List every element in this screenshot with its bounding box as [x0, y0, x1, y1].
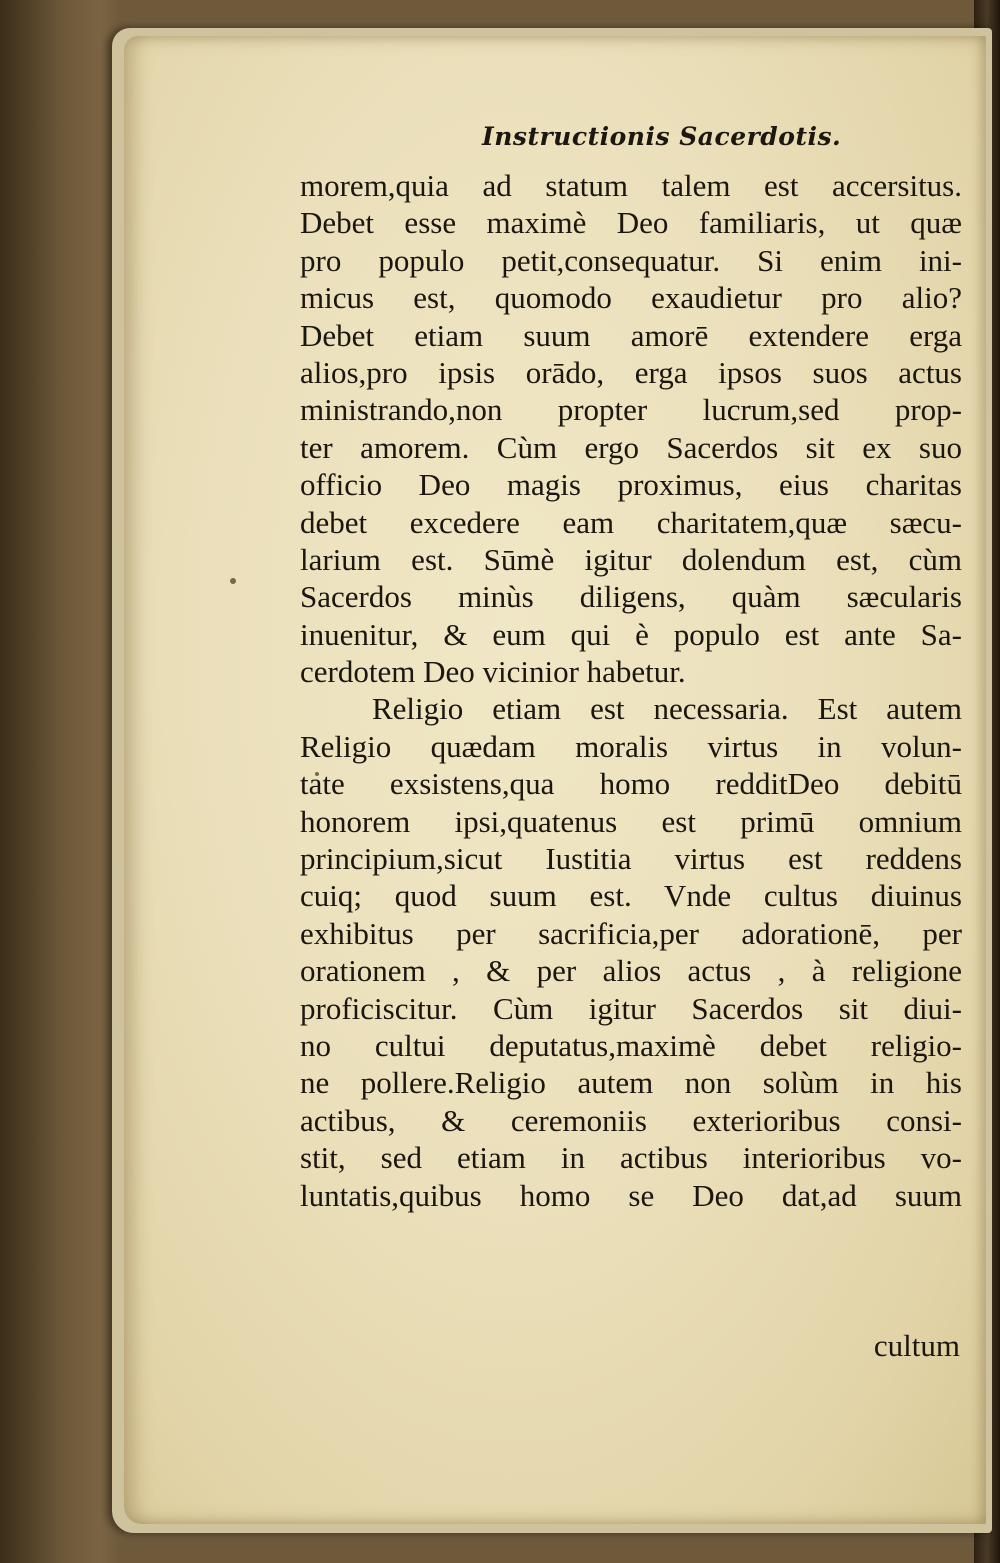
text-line: pro populo petit,consequatur. Si enim ini-	[300, 242, 962, 278]
margin-mark	[230, 578, 236, 584]
text-line: no cultui deputatus,maximè debet religio-	[300, 1027, 962, 1063]
text-line: ministrando,non propter lucrum,sed prop-	[300, 392, 962, 428]
text-line: tate exsistens,qua homo redditDeo debitū	[300, 766, 962, 802]
text-line: alios,pro ipsis orādo, erga ipsos suos actus	[300, 354, 962, 390]
text-line: debet excedere eam charitatem,quæ sæcu-	[300, 504, 962, 540]
text-line: proficiscitur. Cùm igitur Sacerdos sit diui-	[300, 990, 962, 1026]
text-line: inuenitur, & eum qui è populo est ante Sa-	[300, 616, 962, 652]
body-text	[300, 167, 962, 1214]
text-line: Religio quædam moralis virtus in volun-	[300, 728, 962, 764]
text-line: principium,sicut Iustitia virtus est reddens	[300, 841, 962, 877]
text-line: actibus, & ceremoniis exterioribus consi-	[300, 1102, 962, 1138]
text-line: officio Deo magis proximus, eius charitas	[300, 467, 962, 503]
text-line: Debet esse maximè Deo familiaris, ut quæ	[300, 205, 962, 241]
paragraph-start-line: Religio etiam est necessaria. Est autem	[372, 691, 962, 727]
text-line: Debet etiam suum amorē extendere erga	[300, 317, 962, 353]
text-line: orationem , & per alios actus , à religione	[300, 953, 962, 989]
text-line: stit, sed etiam in actibus interioribus vo-	[300, 1140, 962, 1176]
text-line: luntatis,quibus homo se Deo dat,ad suum	[300, 1177, 962, 1213]
text-line: cuiq; quod suum est. Vnde cultus diuinus	[300, 878, 962, 914]
text-line: ter amorem. Cùm ergo Sacerdos sit ex suo	[300, 429, 962, 465]
text-line: Sacerdos minùs diligens, quàm sæcularis	[300, 579, 962, 615]
running-header: Instructionis Sacerdotis.	[482, 122, 842, 151]
text-line: cerdotem Deo vicinior habetur.	[300, 654, 686, 690]
catchword: cultum	[873, 1328, 960, 1363]
text-line: ne pollere.Religio autem non solùm in his	[300, 1065, 962, 1101]
text-line: larium est. Sūmè igitur dolendum est, cùm	[300, 541, 962, 577]
text-line: micus est, quomodo exaudietur pro alio?	[300, 280, 962, 316]
text-line: exhibitus per sacrificia,per adorationē, per	[300, 915, 962, 951]
text-line: morem,quia ad statum talem est accersitus.	[300, 168, 962, 203]
text-line: honorem ipsi,quatenus est primū omnium	[300, 803, 962, 839]
